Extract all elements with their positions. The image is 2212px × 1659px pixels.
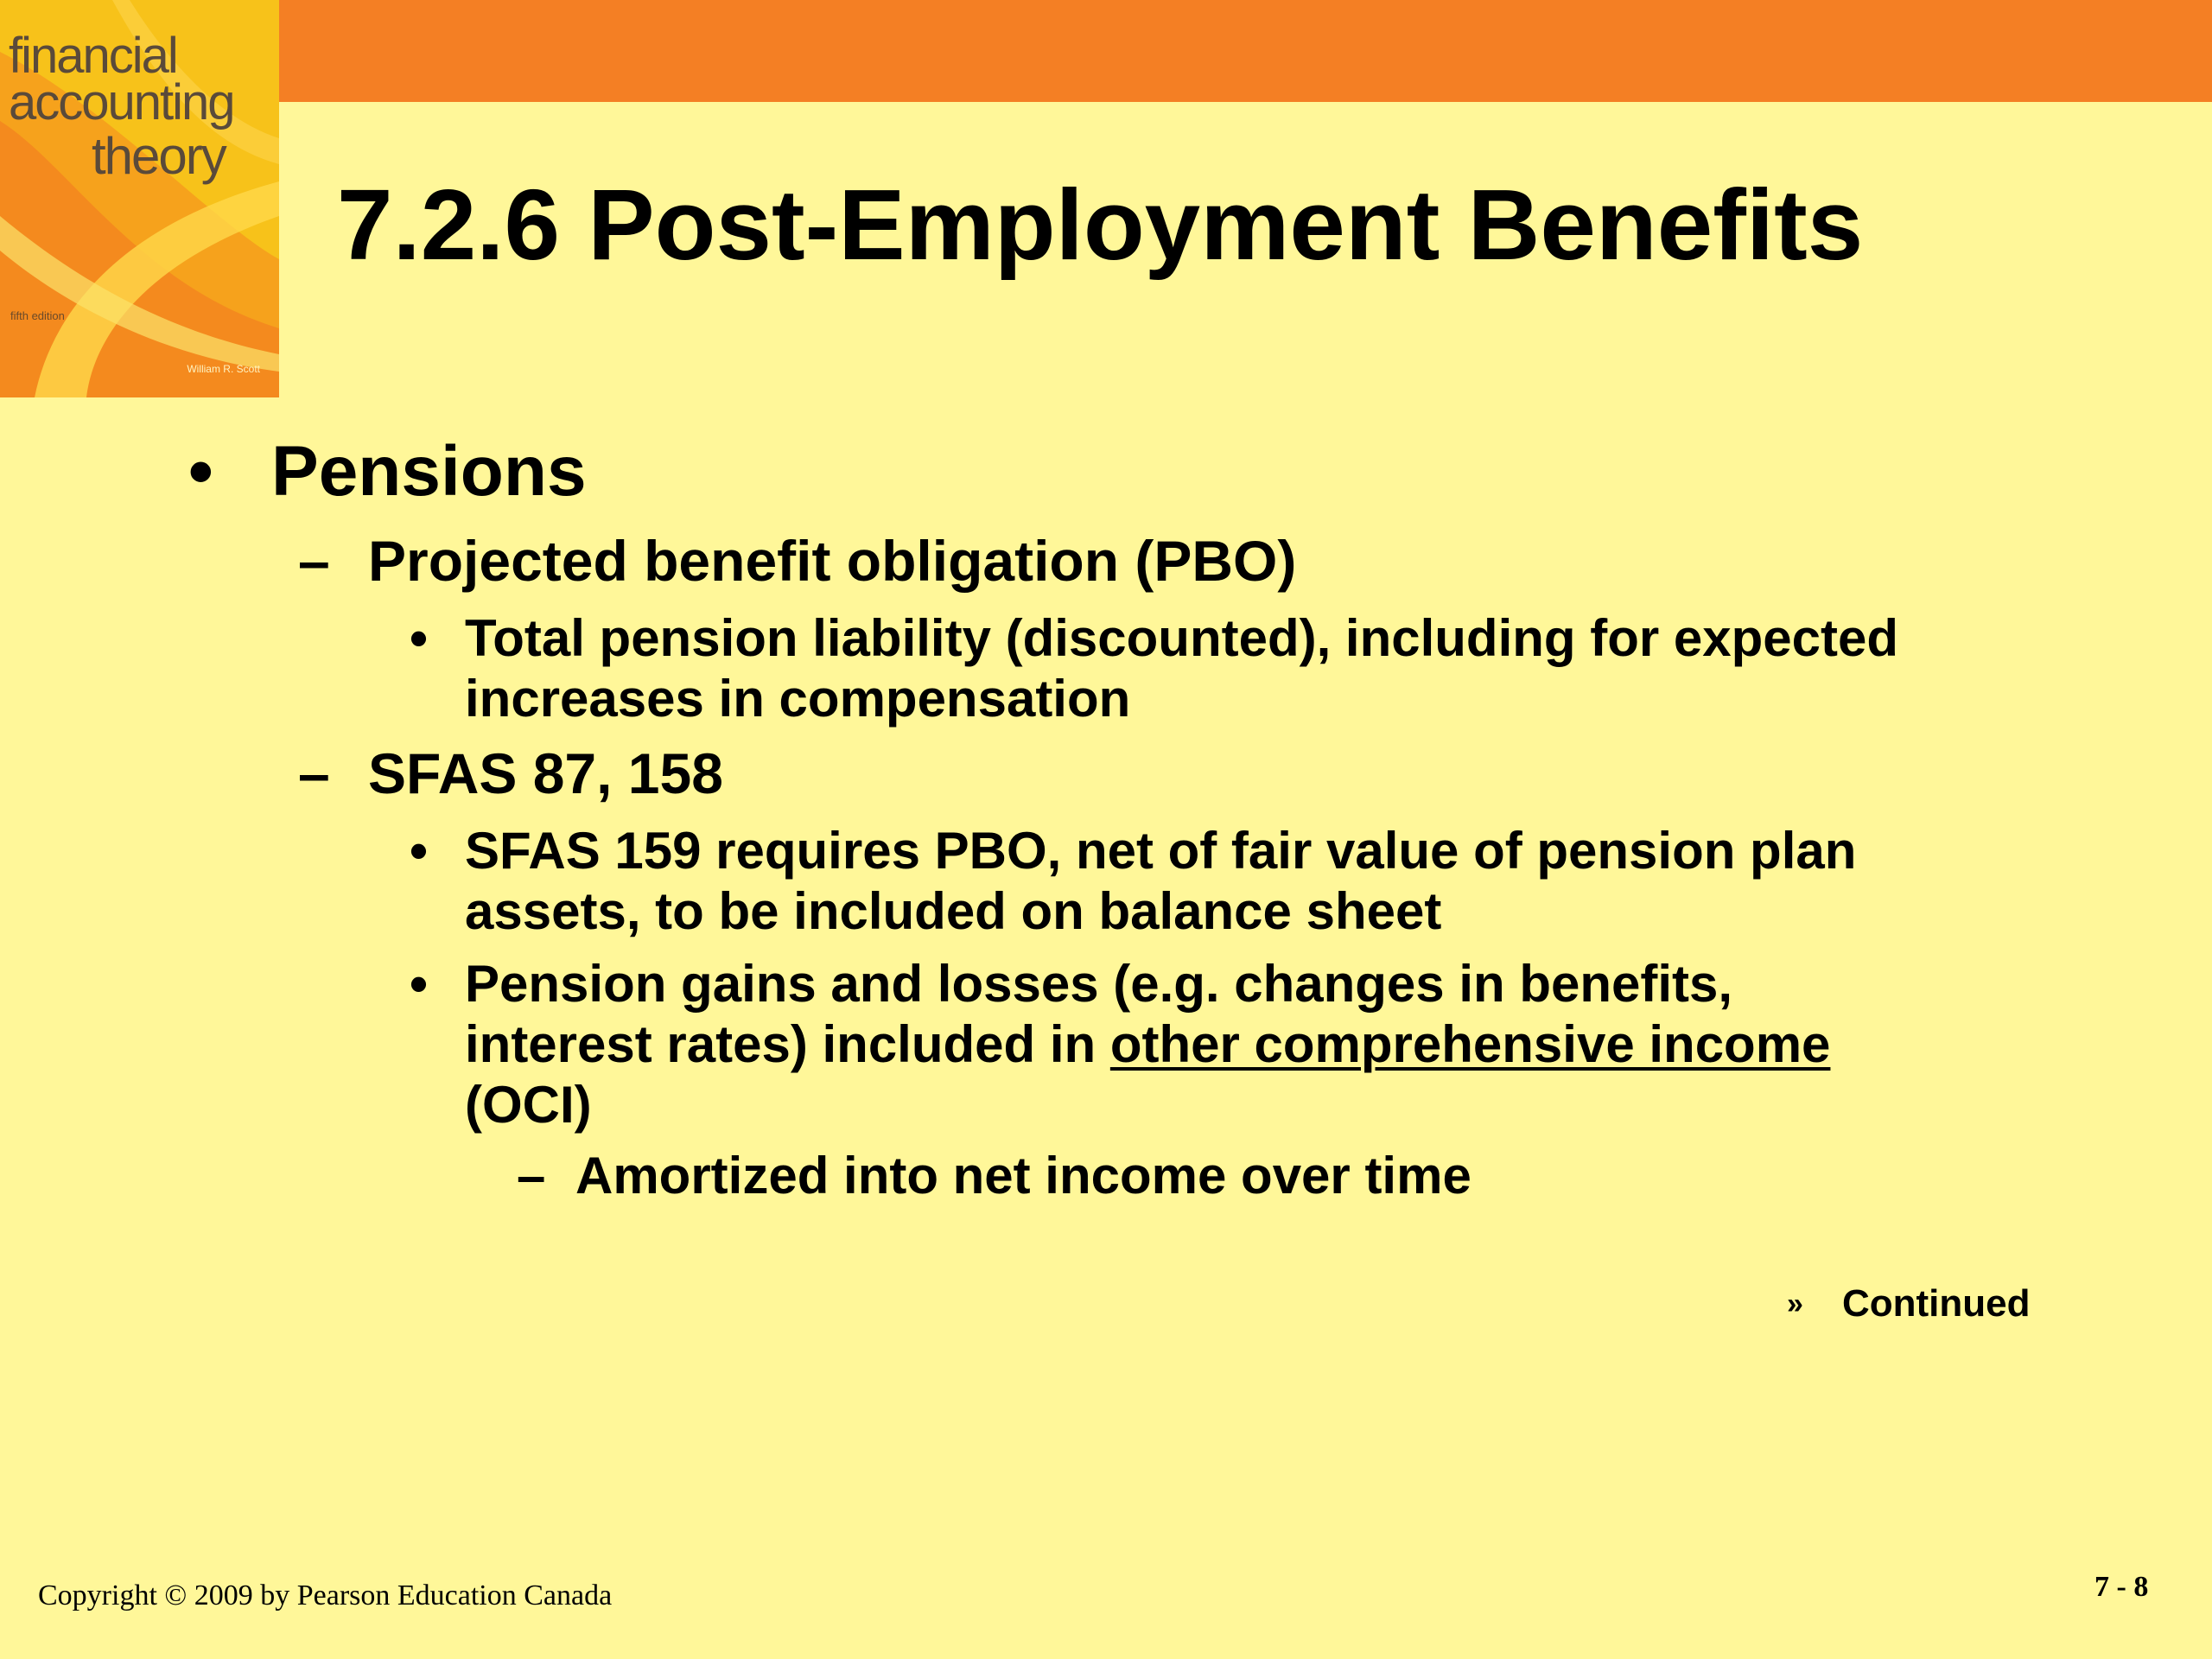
slide-title: 7.2.6 Post-Employment Benefits: [337, 168, 1864, 281]
dash-marker: –: [298, 741, 330, 805]
page-number: 7 - 8: [2094, 1571, 2149, 1603]
cover-edition: fifth edition: [10, 309, 65, 322]
continued-label: Continued: [1842, 1282, 2031, 1325]
small-bullet-marker: •: [410, 955, 429, 1013]
bullet-marker: •: [188, 432, 213, 511]
cover-title-line: financial: [9, 28, 177, 84]
underlined-term: other comprehensive income: [1109, 1015, 1831, 1073]
dash-marker: –: [298, 529, 330, 593]
bullet-pbo: Projected benefit obligation (PBO): [368, 529, 1297, 593]
dash-marker: –: [517, 1147, 546, 1205]
continued-chevron-icon: »: [1787, 1287, 1803, 1320]
text-fragment: interest rates) included in: [465, 1015, 1110, 1073]
cover-title: [9, 28, 276, 187]
bullet-pbo-detail: [465, 608, 1898, 729]
bullet-sfas159: [465, 821, 1856, 942]
bullet-sfas: SFAS 87, 158: [368, 741, 723, 805]
text-line: assets, to be included on balance sheet: [465, 882, 1442, 940]
text-line: Pension gains and losses (e.g. changes in benefits,: [465, 955, 1733, 1013]
text-line: Total pension liability (discounted), including for expected: [465, 609, 1898, 667]
cover-title-line: theory: [92, 127, 226, 185]
small-bullet-marker: •: [410, 609, 429, 667]
cover-title-line: accounting: [9, 74, 234, 130]
text-line: SFAS 159 requires PBO, net of fair value of pension plan: [465, 822, 1857, 880]
text-line: increases in compensation: [465, 670, 1131, 728]
bullet-pensions: Pensions: [271, 432, 587, 511]
cover-author: William R. Scott: [187, 363, 260, 375]
book-cover-image: [0, 0, 279, 397]
text-line: [465, 1014, 1830, 1075]
bullet-amortized: Amortized into net income over time: [575, 1147, 1471, 1205]
copyright-footer: Copyright © 2009 by Pearson Education Canada: [38, 1580, 613, 1611]
text-line: (OCI): [465, 1076, 592, 1134]
bullet-pension-gains: [465, 954, 1830, 1135]
small-bullet-marker: •: [410, 822, 429, 880]
top-accent-bar: [0, 0, 2212, 102]
